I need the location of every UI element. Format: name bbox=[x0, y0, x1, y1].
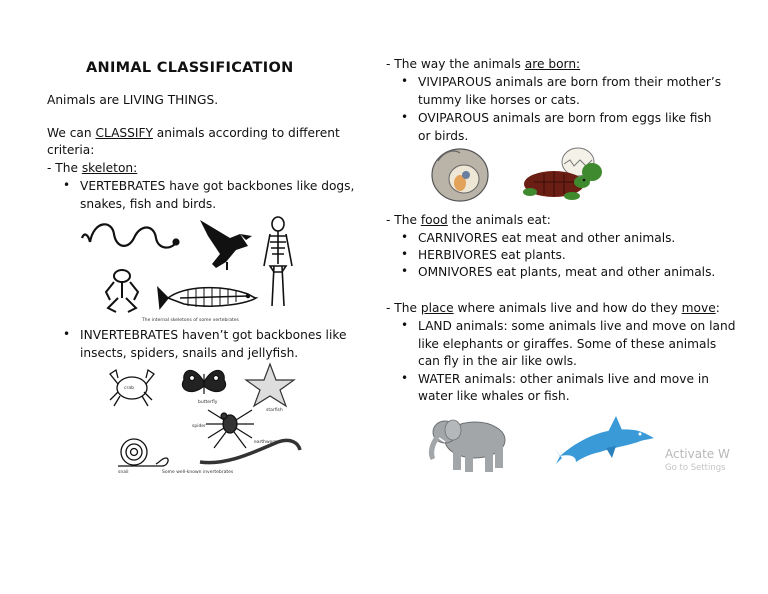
bird-skeleton-icon bbox=[200, 220, 252, 270]
bullet-icon: • bbox=[401, 318, 409, 332]
activate-watermark: Activate W bbox=[665, 447, 730, 461]
earthworm-icon bbox=[200, 440, 300, 462]
vertebrate-skeletons-illustration bbox=[80, 212, 300, 320]
bullet-icon: • bbox=[63, 327, 71, 341]
water-line-1: WATER animals: other animals live and move in bbox=[418, 372, 709, 386]
page-title: ANIMAL CLASSIFICATION bbox=[86, 60, 294, 76]
bullet-icon: • bbox=[401, 110, 409, 124]
starfish-label: starfish bbox=[266, 408, 283, 413]
classify-line: We can CLASSIFY animals according to different bbox=[47, 126, 340, 140]
settings-watermark: Go to Settings bbox=[665, 463, 726, 473]
food-heading: - The food the animals eat: bbox=[386, 213, 551, 227]
carnivores-item: CARNIVORES eat meat and other animals. bbox=[418, 231, 676, 245]
frog-skeleton-icon bbox=[106, 270, 138, 312]
omnivores-item: OMNIVORES eat plants, meat and other animals. bbox=[418, 265, 716, 279]
viviparous-line-1: VIVIPAROUS animals are born from their mother’s bbox=[418, 75, 722, 89]
butterfly-icon bbox=[182, 370, 225, 394]
earthworm-label: earthworm bbox=[254, 440, 279, 445]
intro-text: Animals are LIVING THINGS. bbox=[47, 93, 219, 107]
snail-label: snail bbox=[118, 470, 129, 475]
born-heading: - The way the animals are born: bbox=[386, 57, 581, 71]
spider-icon bbox=[206, 410, 254, 448]
bullet-icon: • bbox=[401, 247, 409, 261]
vertebrates-line-1: VERTEBRATES have got backbones like dogs, bbox=[80, 179, 355, 193]
invertebrates-illustration bbox=[108, 362, 308, 480]
vertebrates-caption: The internal skeletons of some vertebrates bbox=[142, 318, 239, 323]
starfish-icon bbox=[246, 364, 294, 406]
butterfly-label: butterfly bbox=[198, 400, 218, 405]
vertebrates-line-2: snakes, fish and birds. bbox=[80, 197, 217, 211]
classify-line-2: criteria: bbox=[47, 143, 95, 157]
oviparous-line-1: OVIPAROUS animals are born from eggs like fish bbox=[418, 111, 712, 125]
spider-label: spider bbox=[192, 424, 206, 429]
oviparous-line-2: or birds. bbox=[418, 129, 469, 143]
invertebrates-caption: Some well-known invertebrates bbox=[162, 470, 234, 475]
herbivores-item: HERBIVORES eat plants. bbox=[418, 248, 566, 262]
place-heading: - The place where animals live and how do they move: bbox=[386, 301, 720, 315]
bullet-icon: • bbox=[401, 74, 409, 88]
oviparous-turtle-picture bbox=[520, 146, 606, 202]
land-line-3: can fly in the air like owls. bbox=[418, 354, 577, 368]
dolphin-picture bbox=[554, 412, 656, 466]
human-skeleton-icon bbox=[264, 217, 292, 306]
viviparous-mother-picture bbox=[430, 145, 492, 203]
land-line-2: like elephants or giraffes. Some of these animals bbox=[418, 337, 717, 351]
elephant-picture bbox=[423, 414, 511, 476]
invertebrates-line-1: INVERTEBRATES haven’t got backbones like bbox=[80, 328, 347, 342]
crab-label: crab bbox=[124, 386, 134, 391]
land-line-1: LAND animals: some animals live and move on land bbox=[418, 319, 736, 333]
bullet-icon: • bbox=[401, 264, 409, 278]
classify-word: CLASSIFY bbox=[95, 126, 153, 140]
bullet-icon: • bbox=[401, 230, 409, 244]
snake-skeleton-icon bbox=[82, 224, 179, 247]
bullet-icon: • bbox=[63, 178, 71, 192]
invertebrates-line-2: insects, spiders, snails and jellyfish. bbox=[80, 346, 299, 360]
viviparous-line-2: tummy like horses or cats. bbox=[418, 93, 580, 107]
bullet-icon: • bbox=[401, 371, 409, 385]
snail-icon bbox=[118, 439, 168, 466]
skeleton-heading: - The skeleton: bbox=[47, 161, 138, 175]
fish-skeleton-icon bbox=[158, 287, 256, 308]
water-line-2: water like whales or fish. bbox=[418, 389, 570, 403]
